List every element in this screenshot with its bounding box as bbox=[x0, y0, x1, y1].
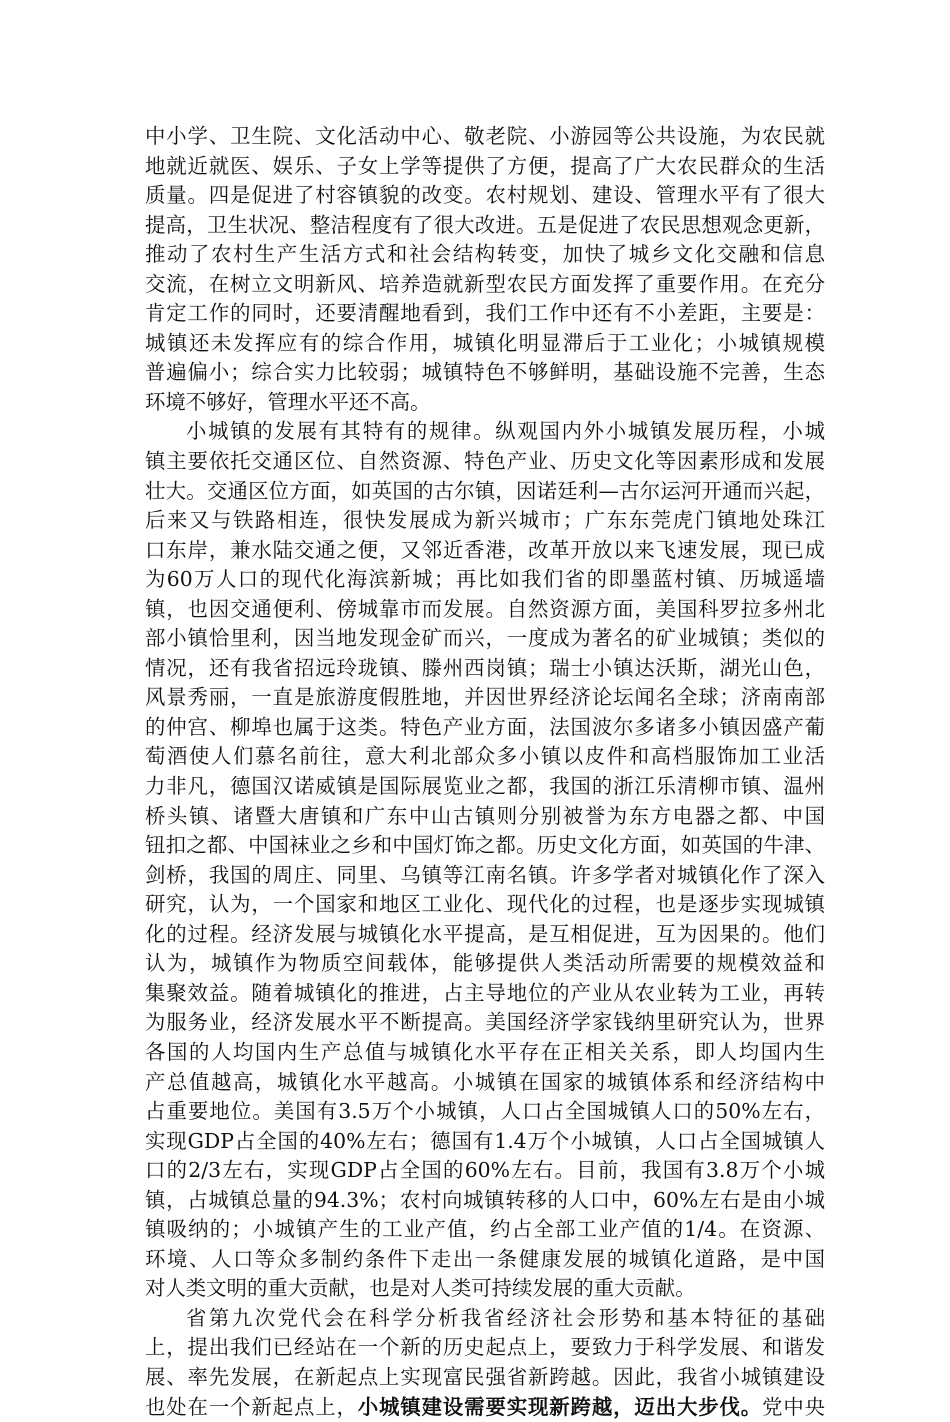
text-line: 认为，城镇作为物质空间载体，能够提供人类活动所需要的规模效益和 bbox=[145, 951, 825, 976]
text-line: 推动了农村生产生活方式和社会结构转变，加快了城乡文化交融和信息 bbox=[145, 242, 825, 267]
text-line: 展、率先发展，在新起点上实现富民强省新跨越。因此，我省小城镇建设 bbox=[145, 1364, 825, 1389]
text-line: 占重要地位。美国有3.5万个小城镇，人口占全国城镇人口的50%左右， bbox=[145, 1099, 825, 1124]
text-run: 也处在一个新起点上， bbox=[145, 1394, 358, 1419]
body-text bbox=[145, 122, 825, 1422]
text-line: 化的过程。经济发展与城镇化水平提高，是互相促进，互为因果的。他们 bbox=[145, 921, 825, 946]
text-line: 部小镇恰里利，因当地发现金矿而兴，一度成为著名的矿业城镇；类似的 bbox=[145, 626, 825, 651]
text-line: 情况，还有我省招远玲珑镇、滕州西岗镇；瑞士小镇达沃斯，湖光山色， bbox=[145, 655, 825, 680]
text-line: 提高，卫生状况、整洁程度有了很大改进。五是促进了农民思想观念更新， bbox=[145, 212, 825, 237]
text-line: 镇，占城镇总量的94.3%；农村向城镇转移的人口中，60%左右是由小城 bbox=[145, 1187, 825, 1212]
text-line: 地就近就医、娱乐、子女上学等提供了方便，提高了广大农民群众的生活 bbox=[145, 153, 825, 178]
text-line: 萄酒使人们慕名前往，意大利北部众多小镇以皮件和高档服饰加工业活 bbox=[145, 744, 825, 769]
text-line: 质量。四是促进了村容镇貌的改变。农村规划、建设、管理水平有了很大 bbox=[145, 183, 825, 208]
text-line: 力非凡，德国汉诺威镇是国际展览业之都，我国的浙江乐清柳市镇、温州 bbox=[145, 774, 825, 799]
text-line: 镇吸纳的；小城镇产生的工业产值，约占全部工业产值的1/4。在资源、 bbox=[145, 1217, 825, 1242]
text-line: 省第九次党代会在科学分析我省经济社会形势和基本特征的基础 bbox=[186, 1305, 825, 1330]
text-run: 党中央 bbox=[762, 1394, 826, 1419]
paragraph bbox=[145, 122, 825, 417]
text-line: 实现GDP占全国的40%左右；德国有1.4万个小城镇，人口占全国城镇人 bbox=[145, 1128, 825, 1153]
text-line: 风景秀丽，一直是旅游度假胜地，并因世界经济论坛闻名全球；济南南部 bbox=[145, 685, 825, 710]
text-line: 城镇还未发挥应有的综合作用，城镇化明显滞后于工业化；小城镇规模 bbox=[145, 330, 825, 355]
text-line: 口的2/3左右，实现GDP占全国的60%左右。目前，我国有3.8万个小城 bbox=[145, 1158, 825, 1183]
text-line: 交流，在树立文明新风、培养造就新型农民方面发挥了重要作用。在充分 bbox=[145, 271, 825, 296]
text-line: 镇主要依托交通区位、自然资源、特色产业、历史文化等因素形成和发展 bbox=[145, 449, 825, 474]
text-line: 钮扣之都、中国袜业之乡和中国灯饰之都。历史文化方面，如英国的牛津、 bbox=[145, 833, 825, 858]
text-line: 产总值越高，城镇化水平越高。小城镇在国家的城镇体系和经济结构中 bbox=[145, 1069, 825, 1094]
text-line: 后来又与铁路相连，很快发展成为新兴城市；广东东莞虎门镇地处珠江 bbox=[145, 508, 825, 533]
text-line: 中小学、卫生院、文化活动中心、敬老院、小游园等公共设施，为农民就 bbox=[145, 124, 825, 148]
text-line: 对人类文明的重大贡献，也是对人类可持续发展的重大贡献。 bbox=[145, 1276, 696, 1301]
text-line: 普遍偏小；综合实力比较弱；城镇特色不够鲜明，基础设施不完善，生态 bbox=[145, 360, 825, 385]
text-line: 环境不够好，管理水平还不高。 bbox=[145, 389, 431, 414]
text-line: 为60万人口的现代化海滨新城；再比如我们省的即墨蓝村镇、历城遥墙 bbox=[145, 567, 825, 592]
text-line bbox=[145, 1393, 825, 1422]
text-line: 集聚效益。随着城镇化的推进，占主导地位的产业从农业转为工业，再转 bbox=[145, 980, 825, 1005]
text-line: 上，提出我们已经站在一个新的历史起点上，要致力于科学发展、和谐发 bbox=[145, 1335, 825, 1360]
text-line: 镇，也因交通便利、傍城靠市而发展。自然资源方面，美国科罗拉多州北 bbox=[145, 596, 825, 621]
emphasized-text: 小城镇建设需要实现新跨越，迈出大步伐。 bbox=[357, 1394, 763, 1419]
paragraph bbox=[145, 417, 825, 1303]
text-line: 剑桥，我国的周庄、同里、乌镇等江南名镇。许多学者对城镇化作了深入 bbox=[145, 862, 825, 887]
text-line: 环境、人口等众多制约条件下走出一条健康发展的城镇化道路，是中国 bbox=[145, 1246, 825, 1271]
text-line: 口东岸，兼水陆交通之便，又邻近香港，改革开放以来飞速发展，现已成 bbox=[145, 537, 825, 562]
text-line: 桥头镇、诸暨大唐镇和广东中山古镇则分别被誉为东方电器之都、中国 bbox=[145, 803, 825, 828]
text-line: 研究，认为，一个国家和地区工业化、现代化的过程，也是逐步实现城镇 bbox=[145, 892, 825, 917]
text-line: 肯定工作的同时，还要清醒地看到，我们工作中还有不小差距，主要是： bbox=[145, 301, 825, 326]
text-line: 各国的人均国内生产总值与城镇化水平存在正相关关系，即人均国内生 bbox=[145, 1039, 825, 1064]
text-line: 小城镇的发展有其特有的规律。纵观国内外小城镇发展历程，小城 bbox=[186, 419, 825, 444]
text-line: 壮大。交通区位方面，如英国的古尔镇，因诺廷利—古尔运河开通而兴起， bbox=[145, 478, 825, 503]
text-line: 为服务业，经济发展水平不断提高。美国经济学家钱纳里研究认为，世界 bbox=[145, 1010, 825, 1035]
text-line: 的仲宫、柳埠也属于这类。特色产业方面，法国波尔多诸多小镇因盛产葡 bbox=[145, 714, 825, 739]
paragraph bbox=[145, 1304, 825, 1422]
